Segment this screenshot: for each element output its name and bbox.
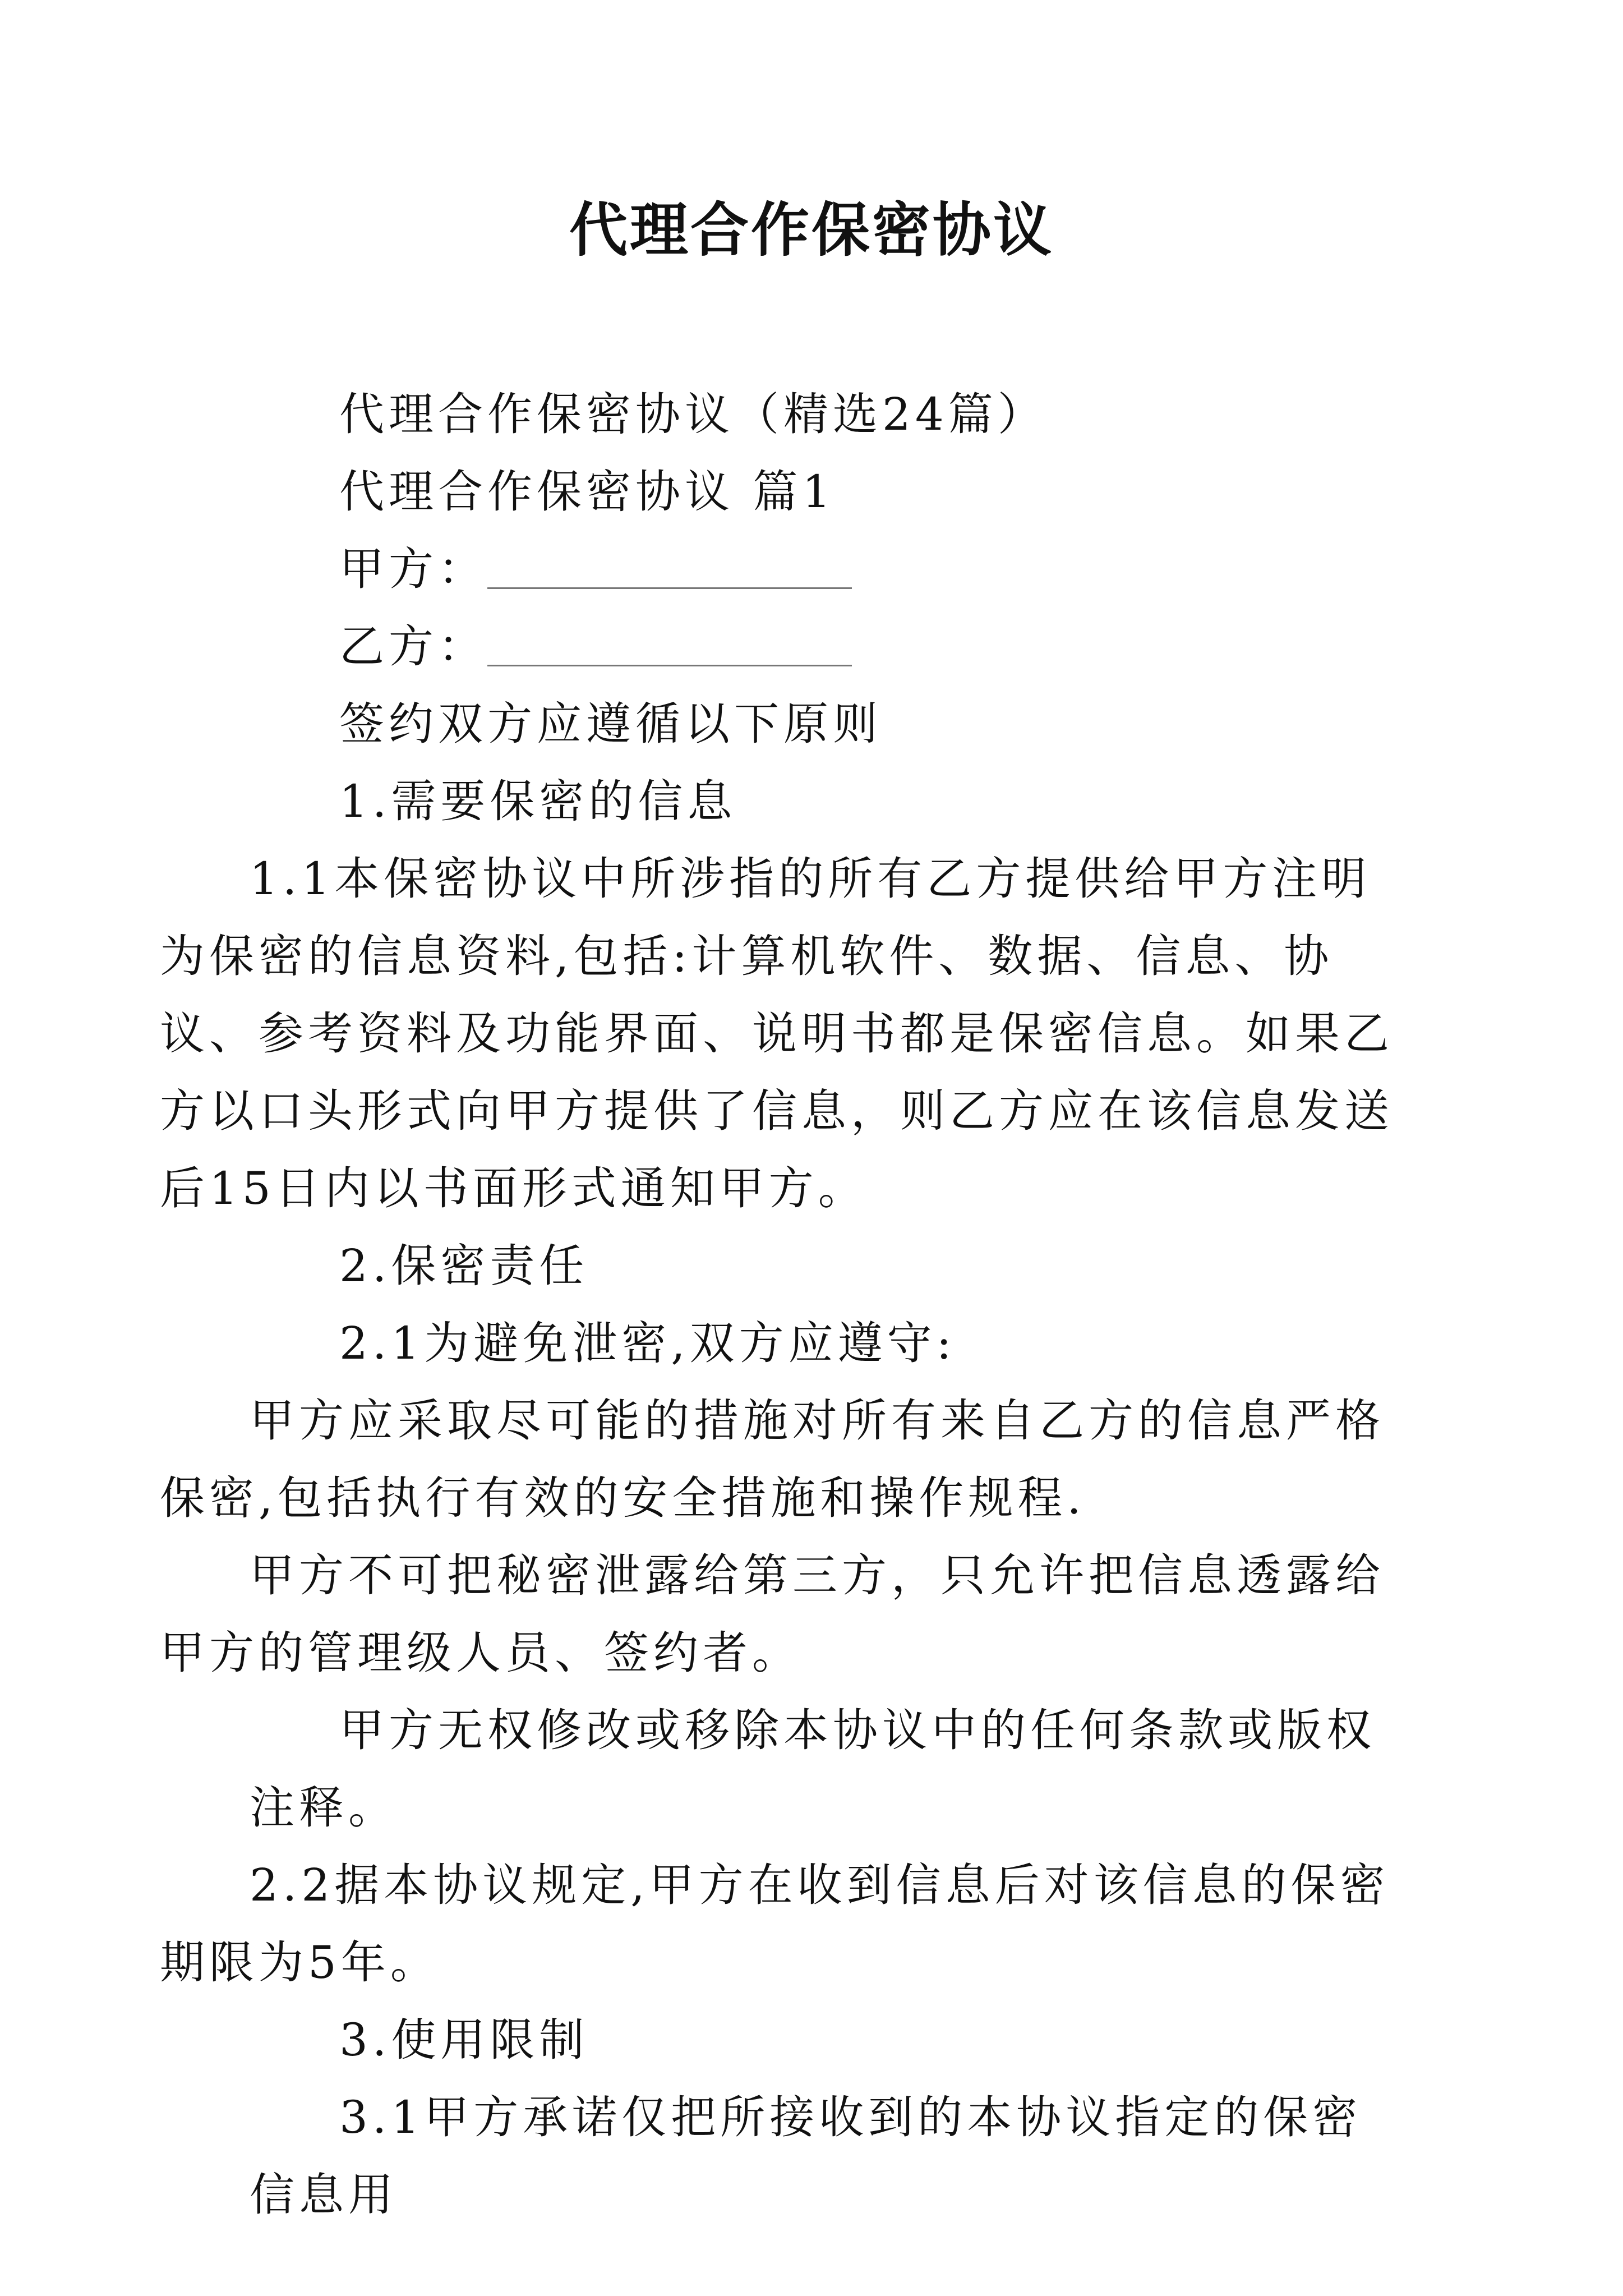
paragraph: 签约双方应遵循以下原则 <box>339 698 882 750</box>
document-title: 代理合作保密协议 <box>569 195 1054 264</box>
paragraph: 1.需要保密的信息 <box>339 775 737 827</box>
paragraph: 2.2据本协议规定,甲方在收到信息后对该信息的保密期限为5年。 <box>160 1859 1390 1989</box>
party-b-blank <box>487 625 852 666</box>
paragraph: 3.使用限制 <box>339 2014 589 2066</box>
paragraph: 甲方应采取尽可能的措施对所有来自乙方的信息严格保密,包括执行有效的安全措施和操作规程. <box>160 1395 1385 1524</box>
section-heading: 代理合作保密协议 篇1 <box>339 466 836 518</box>
paragraph: 3.1甲方承诺仅把所接收到的本协议指定的保密信息用 <box>250 2091 1362 2221</box>
document-subtitle: 代理合作保密协议（精选24篇） <box>339 388 1047 440</box>
party-a-label: 甲方： <box>339 543 487 595</box>
party-b-line <box>250 608 1394 685</box>
party-b-label: 乙方： <box>339 620 487 673</box>
paragraph: 1.1本保密协议中所涉指的所有乙方提供给甲方注明为保密的信息资料,包括:计算机软件、数据、信息、协议、参考资料及功能界面、说明书都是保密信息。如果乙方以口头形式向甲方提供了信息，则乙方应在该信息发送后15日内以书面形式通知甲方。 <box>160 853 1394 1214</box>
paragraph: 2.1为避免泄密,双方应遵守: <box>339 1317 956 1369</box>
paragraph: 甲方无权修改或移除本协议中的任何条款或版权注释。 <box>250 1704 1376 1834</box>
paragraph: 甲方不可把秘密泄露给第三方，只允许把信息透露给甲方的管理级人员、签约者。 <box>160 1549 1385 1679</box>
party-a-blank <box>487 548 852 589</box>
paragraph: 2.保密责任 <box>339 1240 589 1292</box>
document-body <box>160 376 1394 2234</box>
party-a-line <box>250 531 1394 608</box>
